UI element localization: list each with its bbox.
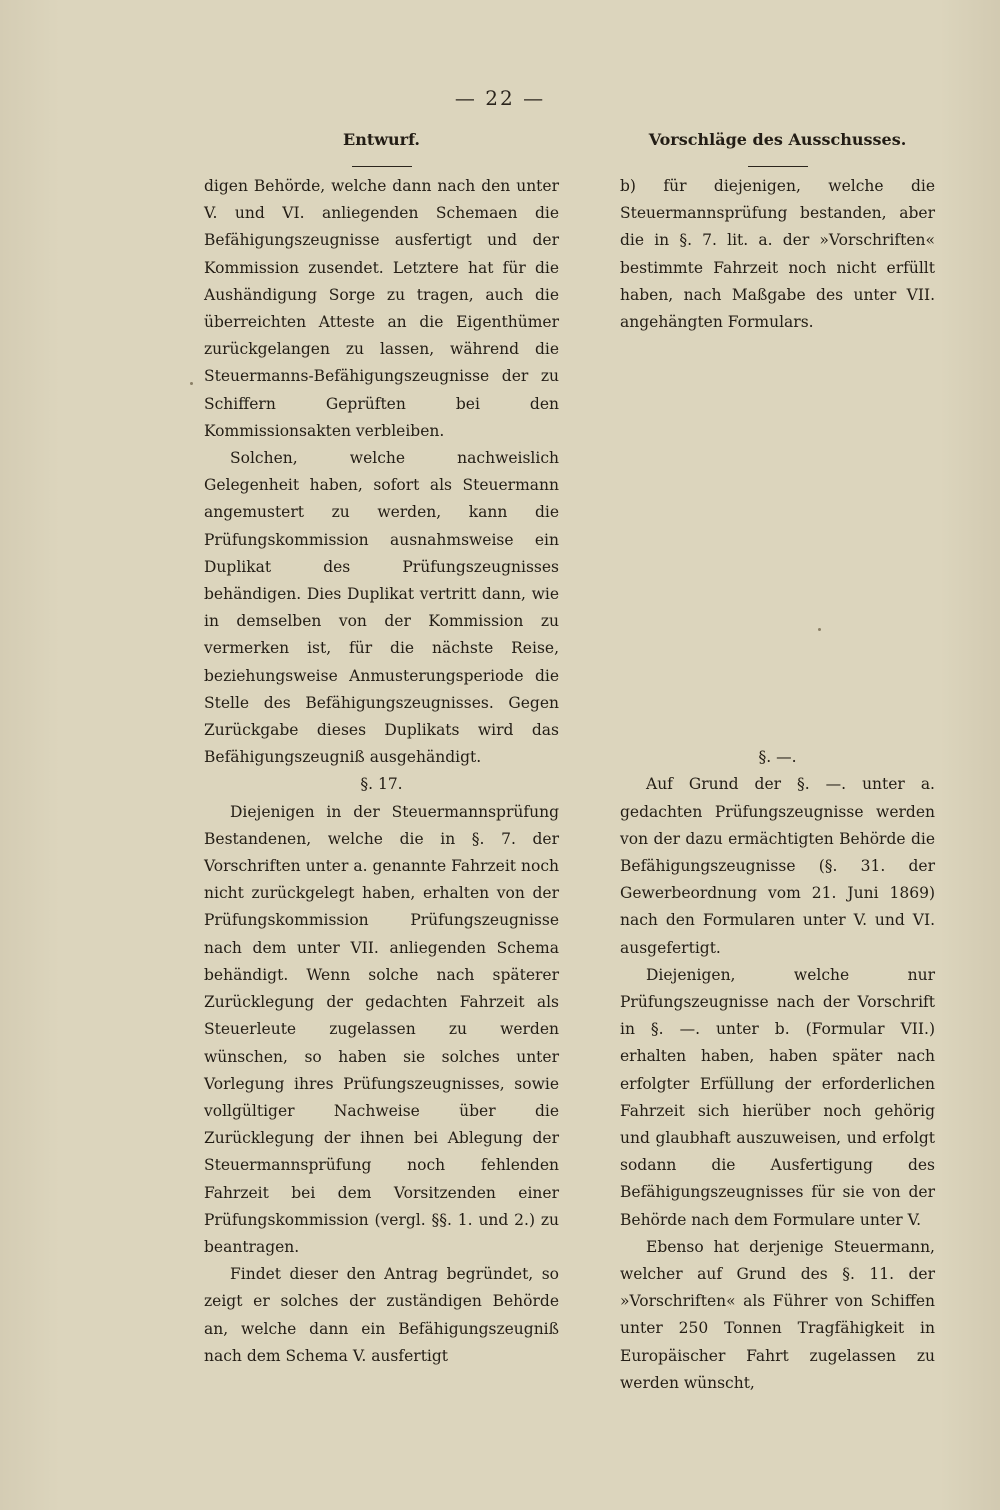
right-column-heading: Vorschläge des Ausschusses. [648,130,907,149]
section-heading-dash: §. —. [758,748,797,767]
right-column [620,128,935,1397]
right-paragraph-3: Ebenso hat derjenige Steuermann, welcher auf Grund des §. 11. der »Vorschriften« als Führer von Schiffen unter 250 Tonnen Tragfähigkeit in Europäischer Fahrt zugelassen zu werden wünscht, [620,1237,935,1392]
heading-rule [352,166,412,167]
left-paragraph-1: digen Behörde, welche dann nach den unter V. und VI. anliegenden Schemaen die Befähigungszeugnisse ausfertigt und der Kommission zusendet. Letztere hat für die Aushändigung Sorge zu tragen, auch die überreichten Atteste an die Eigenthümer zurückgelangen zu lassen, während die Steuermanns-Befähigungszeugnisse der zu Schiffern Geprüften bei den Kommissionsakten verbleiben. [204,177,559,440]
paper-fleck [190,382,193,385]
left-paragraph-2: Solchen, welche nachweislich Gelegenheit haben, sofort als Steuermann angemustert zu werden, kann die Prüfungskommission ausnahmsweise ein Duplikat des Prüfungszeugnisses behändigen. Dies Duplikat vertritt dann, wie in demselben von der Kommission zu vermerken ist, für die nächste Reise, beziehungsweise Anmusterungsperiode die Stelle des Befähigungszeugnisses. Gegen Zurückgabe dieses Duplikats wird das Befähigungszeugniß ausgehändigt. [204,449,559,767]
left-paragraph-4: Findet dieser den Antrag begründet, so zeigt er solches der zuständigen Behörde an, welche dann ein Befähigungszeugniß nach dem Schema V. ausfertigt [204,1265,559,1365]
paper-fleck [818,628,821,631]
page-number: — 22 — [454,86,546,110]
section-heading-17: §. 17. [360,775,403,794]
right-paragraph-1: Auf Grund der §. —. unter a. gedachten Prüfungszeugnisse werden von der dazu ermächtigten Behörde die Befähigungszeugnisse (§. 31. der Gewerbeordnung vom 21. Juni 1869) nach den Formularen unter V. und VI. ausgefertigt. [620,775,935,957]
heading-rule [748,166,808,167]
left-paragraph-3: Diejenigen in der Steuermannsprüfung Bestandenen, welche die in §. 7. der Vorschriften unter a. genannte Fahrzeit noch nicht zurückgelegt haben, erhalten von der Prüfungskommission Prüfungszeugnisse nach dem unter VII. anliegenden Schema behändigt. Wenn solche nach späterer Zurücklegung der gedachten Fahrzeit als Steuerleute zugelassen zu werden wünschen, so haben sie solches unter Vorlegung ihres Prüfungszeugnisses, sowie vollgültiger Nachweise über die Zurücklegung der ihnen bei Ablegung der Steuermannsprüfung noch fehlenden Fahrzeit bei dem Vorsitzenden einer Prüfungskommission (vergl. §§. 1. und 2.) zu beantragen. [204,802,559,1256]
column-blank-space [620,336,935,744]
right-paragraph-b: b) für diejenigen, welche die Steuermannsprüfung bestanden, aber die in §. 7. lit. a. der »Vorschriften« bestimmte Fahrzeit noch nicht erfüllt haben, nach Maßgabe des unter VII. angehängten Formulars. [620,177,935,332]
left-column [204,128,559,1370]
right-paragraph-2: Diejenigen, welche nur Prüfungszeugnisse nach der Vorschrift in §. —. unter b. (Formular VII.) erhalten haben, haben später nach erfolgter Erfüllung der erforderlichen Fahrzeit sich hierüber noch gehörig und glaubhaft auszuweisen, und erfolgt sodann die Ausfertigung des Befähigungszeugnisses für sie von der Behörde nach dem Formulare unter V. [620,965,935,1229]
left-column-heading: Entwurf. [343,130,420,149]
